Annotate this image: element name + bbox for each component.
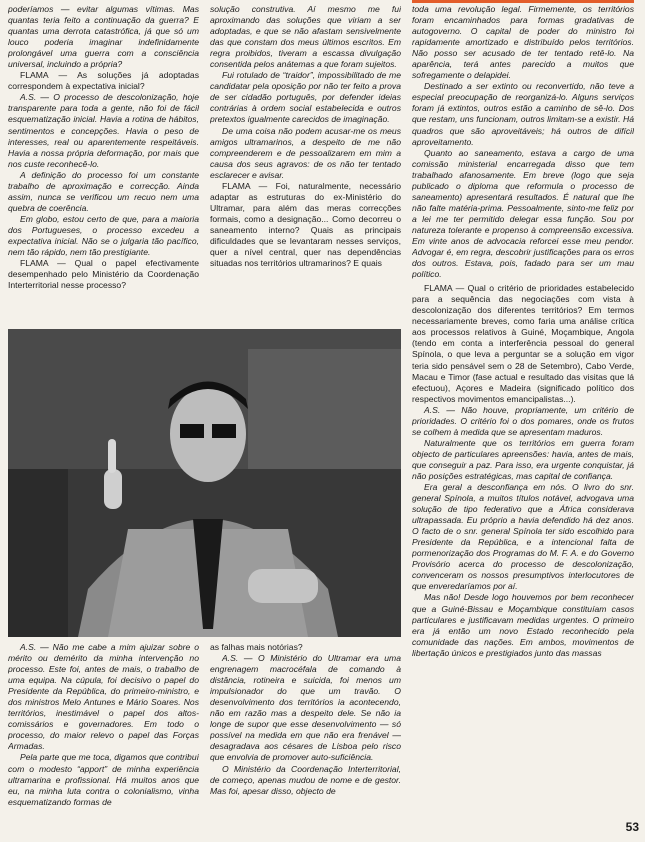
paragraph: Destinado a ser extinto ou reconvertido, não teve a especial preocupação de reorganizá-lo. Alguns serviços foram já extintos, outros estão a caminho de sê-lo. Dos que restam, uns funcionam, outros limitam-se a existir. Há quadros que são aproveitáveis; há outros de difícil aproveitamento. [412, 81, 634, 147]
paragraph: Em globo, estou certo de que, para a maioria dos Portugueses, o processo excedeu a expectativa inicial. Não se o julgaria tão pacífico, nem tão rápido, nem tão prestigiante. [8, 213, 199, 258]
column-1-bottom [8, 642, 199, 832]
column-1-top [8, 4, 199, 322]
paragraph: toda uma revolução legal. Firmemente, os territórios foram encaminhados para formas gradativas de autogoverno. O capital de poder do ministro foi rapidamente amortizado e distribuído pelos territórios. Não posso ser acusado de ter tentado retê-lo. Na aparência, terá antes parecido a muitos que sofregamente o delapidei. [412, 4, 634, 81]
paragraph: A.S. — O Ministério do Ultramar era uma engrenagem macrocéfala de comando à distância, rotineira e suicida, foi menos um impulsionador do que um travão. O desenvolvimento dos territórios ia acontecendo, não em razão mas a despeito dele. Se não ia longe de supor que esse desenvolvimento — só possível na medida em que não era frenável — desagradava aos césares de Lisboa pelo risco que envolvia de promover auto-suficiência. [210, 653, 401, 763]
interview-photo [8, 329, 401, 637]
paragraph: Era geral a desconfiança em nós. O livro do snr. general Spínola, a muitos títulos notável, advogava uma solução de tipo federativo que a África considerava ultrapassada. Eu próprio a havia defendido há dez anos. O facto de o snr. general Spínola ter sido escolhido para Presidente da República, e a intencional falta de pormenorização dos Programas do M. F. A. e do Governo Provisório acerca do processo de descolonização, convenceram os nossos presumptivos interlocutores de que enveredaríamos por aí. [412, 482, 634, 592]
column-2-top [210, 4, 401, 322]
paragraph: O Ministério da Coordenação Interterritorial, de começo, apenas mudou de nome e de gestor. Mas foi, apesar disso, objecto de [210, 763, 401, 796]
paragraph: FLAMA — Qual o critério de prioridades estabelecido para a sequência das negociações com vista à descolonização dos diferentes territórios? Em termos necessariamente breves, como faria uma análise crítica aos processos relativos à Guiné, Moçambique, Angola (tendo em conta a interferência pessoal do general Spínola, o que leva a perguntar se a solução em vigor teria sido pensável sem o 28 de Setembro), Cabo Verde, Macau e Timor (fase actual e resultado das visitas que lá efectuou), Açores e Madeira (significado político dos respectivos movimentos emancipalistas...). [412, 283, 634, 404]
paragraph: Fui rotulado de “traidor”, impossibilitado de me candidatar pela oposição por não ter feito a prova de ser cidadão português, por defender ideias contrárias à ordem social estabelecida e outros pretextos igualmente carecidos de imaginação. [210, 70, 401, 125]
paragraph: as falhas mais notórias? [210, 642, 303, 652]
paragraph: Naturalmente que os territórios em guerra foram objecto de particulares apreensões: havia, antes de mais, que conseguir a paz. Para isso, era urgente conquistar, já não posições estratégicas, mas capital de confiança. [412, 437, 634, 481]
paragraph: FLAMA — Qual o papel efectivamente desempenhado pelo Ministério da Coordenação Interterritorial nesse processo? [8, 258, 199, 291]
column-3 [412, 4, 634, 824]
accent-bar-top [412, 0, 634, 3]
paragraph: solução construtiva. Aí mesmo me fui aproximando das soluções que viriam a ser adoptadas, e que se não afastam sensivelmente das que constam dos meus últimos escritos. Em regra proibidos, tiveram a escassa divulgação consentida pelos anátemas a que foram sujeitos. [210, 4, 401, 70]
paragraph: Quanto ao saneamento, estava a cargo de uma comissão ministerial encarregada disso que tem trabalhado afanosamente. Em breve (logo que seja publicado o diploma que reformula o processo de saneamento) apresentará resultados. É natural que lhe não falte matéria-prima. Pessoalmente, sinto-me feliz por a lei me ter permitido delegar essa função. Sou por natureza tolerante e propenso à compreensão excessiva. Em vinte anos de advocacia reforcei esse meu pendor. Advogar é, em regra, descobrir justificações para os erros dos outros. Estava, pois, fadado para ser um mau político. [412, 147, 634, 280]
paragraph: A.S. — Não houve, propriamente, um critério de prioridades. O critério foi o dos pomares, onde os frutos se colhem à medida que se apresentam maduros. [412, 404, 634, 437]
page-number: 53 [625, 820, 639, 834]
paragraph: De uma coisa não podem acusar-me os meus amigos ultramarinos, a despeito de me não compreenderem e de pessoalizarem em mim a causa dos seus agravos: de os não ter tentado esclarecer e avisar. [210, 125, 401, 180]
paragraph: Mas não! Desde logo houvemos por bem reconhecer que a Guiné-Bissau e Moçambique constituíam casos particulares e justificavam medidas urgentes. O primeiro era já então um novo Estado reconhecido pela comunidade das nações. Em ambos, movimentos de libertação únicos e prestigiados junto das massas [412, 592, 634, 658]
paragraph: A.S. — O processo de descolonização, hoje transparente para toda a gente, não foi de fácil esquematização inicial. Havia a rotina de hábitos, sentimentos e concepções. Havia o peso de interesses, real ou aparentemente respeitáveis. Havia a nossa própria deformação, por mais que nos custe reconhecê-lo. [8, 92, 199, 169]
paragraph: Pela parte que me toca, digamos que contribuí com o modesto “apport” de minha experiência ultramarina e profissional. Há muitos anos que eu, na minha luta contra o colonialismo, vinha esquematizando formas de [8, 752, 199, 807]
paragraph: FLAMA — Foi, naturalmente, necessário adaptar as estruturas do ex-Ministério do Ultramar, para além das meras correcções formais, como a designação... Como decorreu o saneamento interno? Quais as principais dificuldades que se levantaram nesses serviços, quer a nível central, quer nas dependências situadas nos territórios ultramarinos? E quais [210, 180, 401, 269]
paragraph: A definição do processo foi um constante trabalho de aproximação e correcção. Ainda assim, nunca se verificou um recuo nem uma quebra de coerência. [8, 169, 199, 213]
paragraph: poderíamos — evitar algumas vítimas. Mas quantas teria feito a continuação da guerra? E quantas uma derrota catastrófica, já que só um louco poderia imaginar indefinidamente prolongável uma guerra com a consciência universal, incluindo a própria? [8, 4, 199, 70]
column-2-bottom [210, 642, 401, 832]
paragraph: FLAMA — As soluções já adoptadas correspondem à expectativa inicial? [8, 70, 199, 92]
paragraph: A.S. — Não me cabe a mim ajuizar sobre o mérito ou demérito da minha intervenção no processo. Este foi, antes de mais, o trabalho de uma equipa. Na cúpula, foi decisivo o papel do Presidente da República, do primeiro-ministro, e dos ministros Melo Antunes e Mário Soares. Nos territórios, inestimável o papel dos altos-comissários e governadores. Em todo o processo, do maior relevo o papel das Forças Armadas. [8, 642, 199, 752]
